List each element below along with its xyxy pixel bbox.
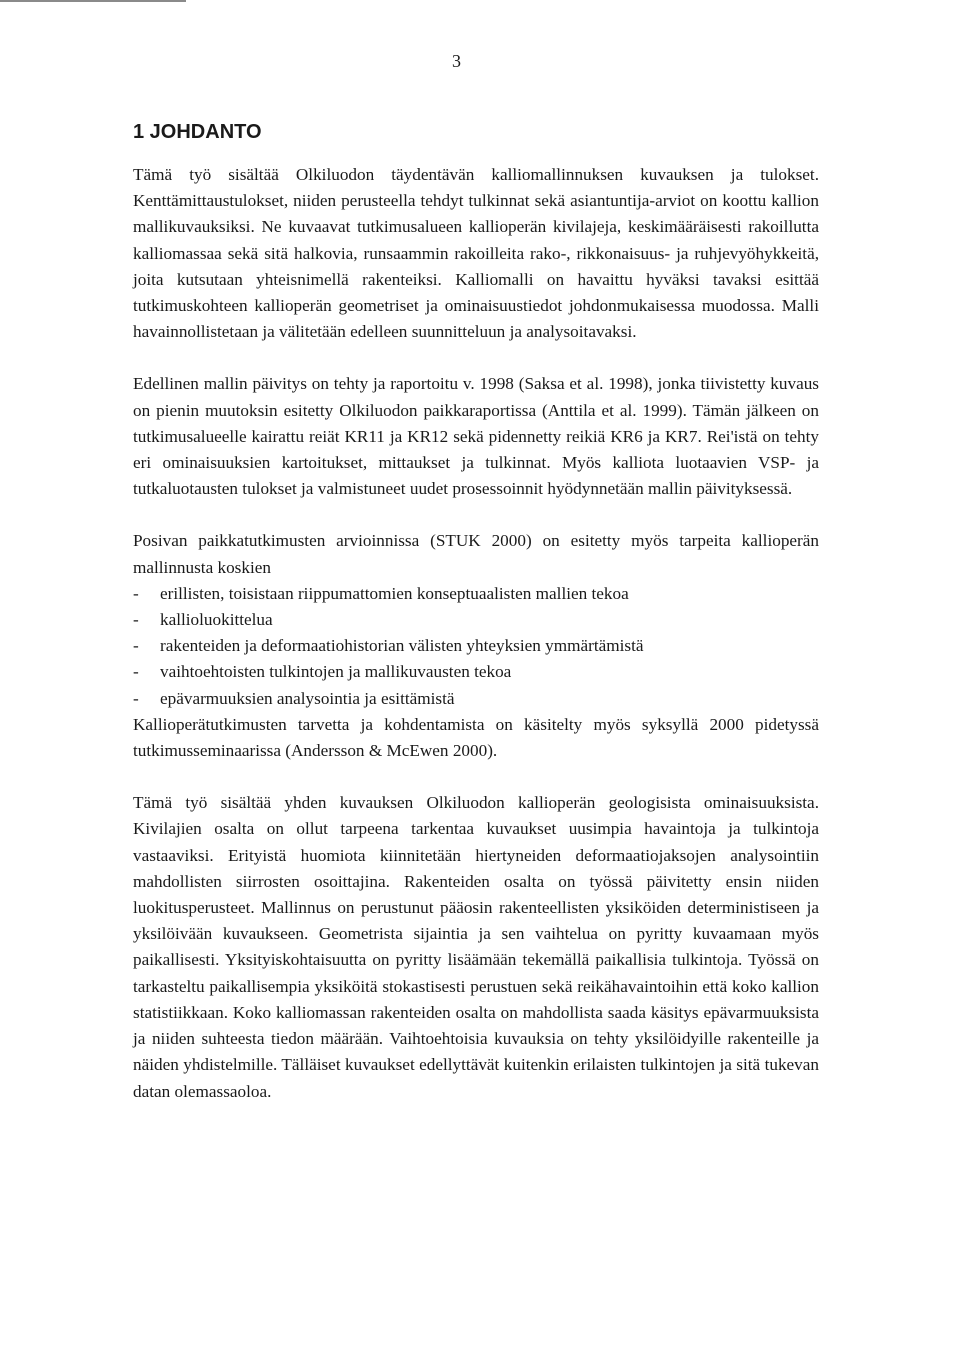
list-item-text: epävarmuuksien analysointia ja esittämistä	[160, 688, 455, 708]
list-item	[133, 607, 819, 633]
list-dash: -	[133, 610, 139, 630]
list-item-text: kallioluokittelua	[160, 610, 273, 630]
list-dash: -	[133, 662, 139, 682]
list-dash: -	[133, 583, 139, 603]
document-body	[133, 162, 819, 1105]
work-description-paragraph: Tämä työ sisältää yhden kuvauksen Olkiluodon kallioperän geologisista ominaisuuksista. Kivilajien osalta on ollut tarpeena tarkentaa kuvaukset uusimpia havaintoja ja tulkintoja vastaaviksi. Erityistä huomiota kiinnitetään hiertyneiden deformaatiojaksojen analysointiin mahdollisten siirrosten osoittajina. Rakenteiden osalta on työssä päivitetty ensin niiden luokitusperusteet. Mallinnus on perustunut pääosin rakenteellisten yksiköiden deterministiseen ja yksilöivään kuvaukseen. Geometrista sijaintia ja sen vaihtelua on pyritty kuvaamaan myös paikallisesti. Yksityiskohtaisuutta on pyritty lisäämään tekemällä paikallisia tulkintoja. Työssä on tarkasteltu paikallisempia yksiköitä stokastisesti perustuen sekä reikähavaintoihin että koko kallion statistiikkaan. Koko kalliomassan rakenteiden osalta on mahdollista saada käsitys epävarmuuksista ja niiden suhteesta tiedon määrään. Vaihtoehtoisia kuvauksia on tehty yksilöidyille rakenteille ja näiden yhdistelmille. Tälläiset kuvaukset edellyttävät kuitenkin erilaisten tulkintojen ja sitä tukevan datan olemassaoloa.	[133, 793, 819, 1101]
list-item	[133, 659, 819, 685]
scan-edge-line	[0, 0, 186, 2]
section-heading: 1 JOHDANTO	[133, 121, 262, 143]
list-item-text: erillisten, toisistaan riippumattomien konseptuaalisten mallien tekoa	[160, 583, 629, 603]
list-dash: -	[133, 636, 139, 656]
list-item	[133, 581, 819, 607]
needs-list	[133, 581, 819, 712]
list-dash: -	[133, 688, 139, 708]
list-item	[133, 633, 819, 659]
page-number: 3	[452, 51, 461, 71]
list-item-text: vaihtoehtoisten tulkintojen ja mallikuvausten tekoa	[160, 662, 512, 682]
intro-paragraph: Tämä työ sisältää Olkiluodon täydentävän kalliomallinnuksen kuvauksen ja tulokset. Kenttämittaustulokset, niiden perusteella tehdyt tulkinnat sekä asiantuntija-arviot on koottu kallion mallikuvauksiksi. Ne kuvaavat tutkimusalueen kallioperän kivilajeja, keskimääräisesti rakoillutta kalliomassaa sekä sitä halkovia, runsaammin rakoilleita rako-, rikkonaisuus- ja ruhjevyöhykkeitä, joita kutsutaan yhteisnimellä rakenteiksi. Kalliomalli on havaittu hyväksi tavaksi esittää tutkimuskohteen kallioperän geometriset ja ominaisuustiedot johdonmukaisessa muodossa. Malli havainnollistetaan ja välitetään edelleen suunnitteluun ja analysoitavaksi.	[133, 165, 819, 342]
needs-intro-paragraph: Posivan paikkatutkimusten arvioinnissa (STUK 2000) on esitetty myös tarpeita kallioperän mallinnusta koskien	[133, 531, 819, 577]
previous-update-paragraph: Edellinen mallin päivitys on tehty ja raportoitu v. 1998 (Saksa et al. 1998), jonka tiivistetty kuvaus on pienin muutoksin esitetty Olkiluodon paikkaraportissa (Anttila et al. 1999). Tämän jälkeen on tutkimusalueelle kairattu reiät KR11 ja KR12 sekä pidennetty reikiä KR6 ja KR7. Rei'istä on tehty eri ominaisuuksien kartoitukset, mittaukset ja tulkinnat. Myös kalliota luotaavien VSP- ja tutkaluotausten tulokset ja valmistuneet uudet prosessoinnit hyödynnetään mallin päivityksessä.	[133, 374, 819, 499]
list-item-text: rakenteiden ja deformaatiohistorian välisten yhteyksien ymmärtämistä	[160, 636, 644, 656]
list-item	[133, 686, 819, 712]
seminar-paragraph: Kallioperätutkimusten tarvetta ja kohdentamista on käsitelty myös syksyllä 2000 pidetyssä tutkimusseminaarissa (Andersson & McEwen 2000).	[133, 714, 819, 761]
